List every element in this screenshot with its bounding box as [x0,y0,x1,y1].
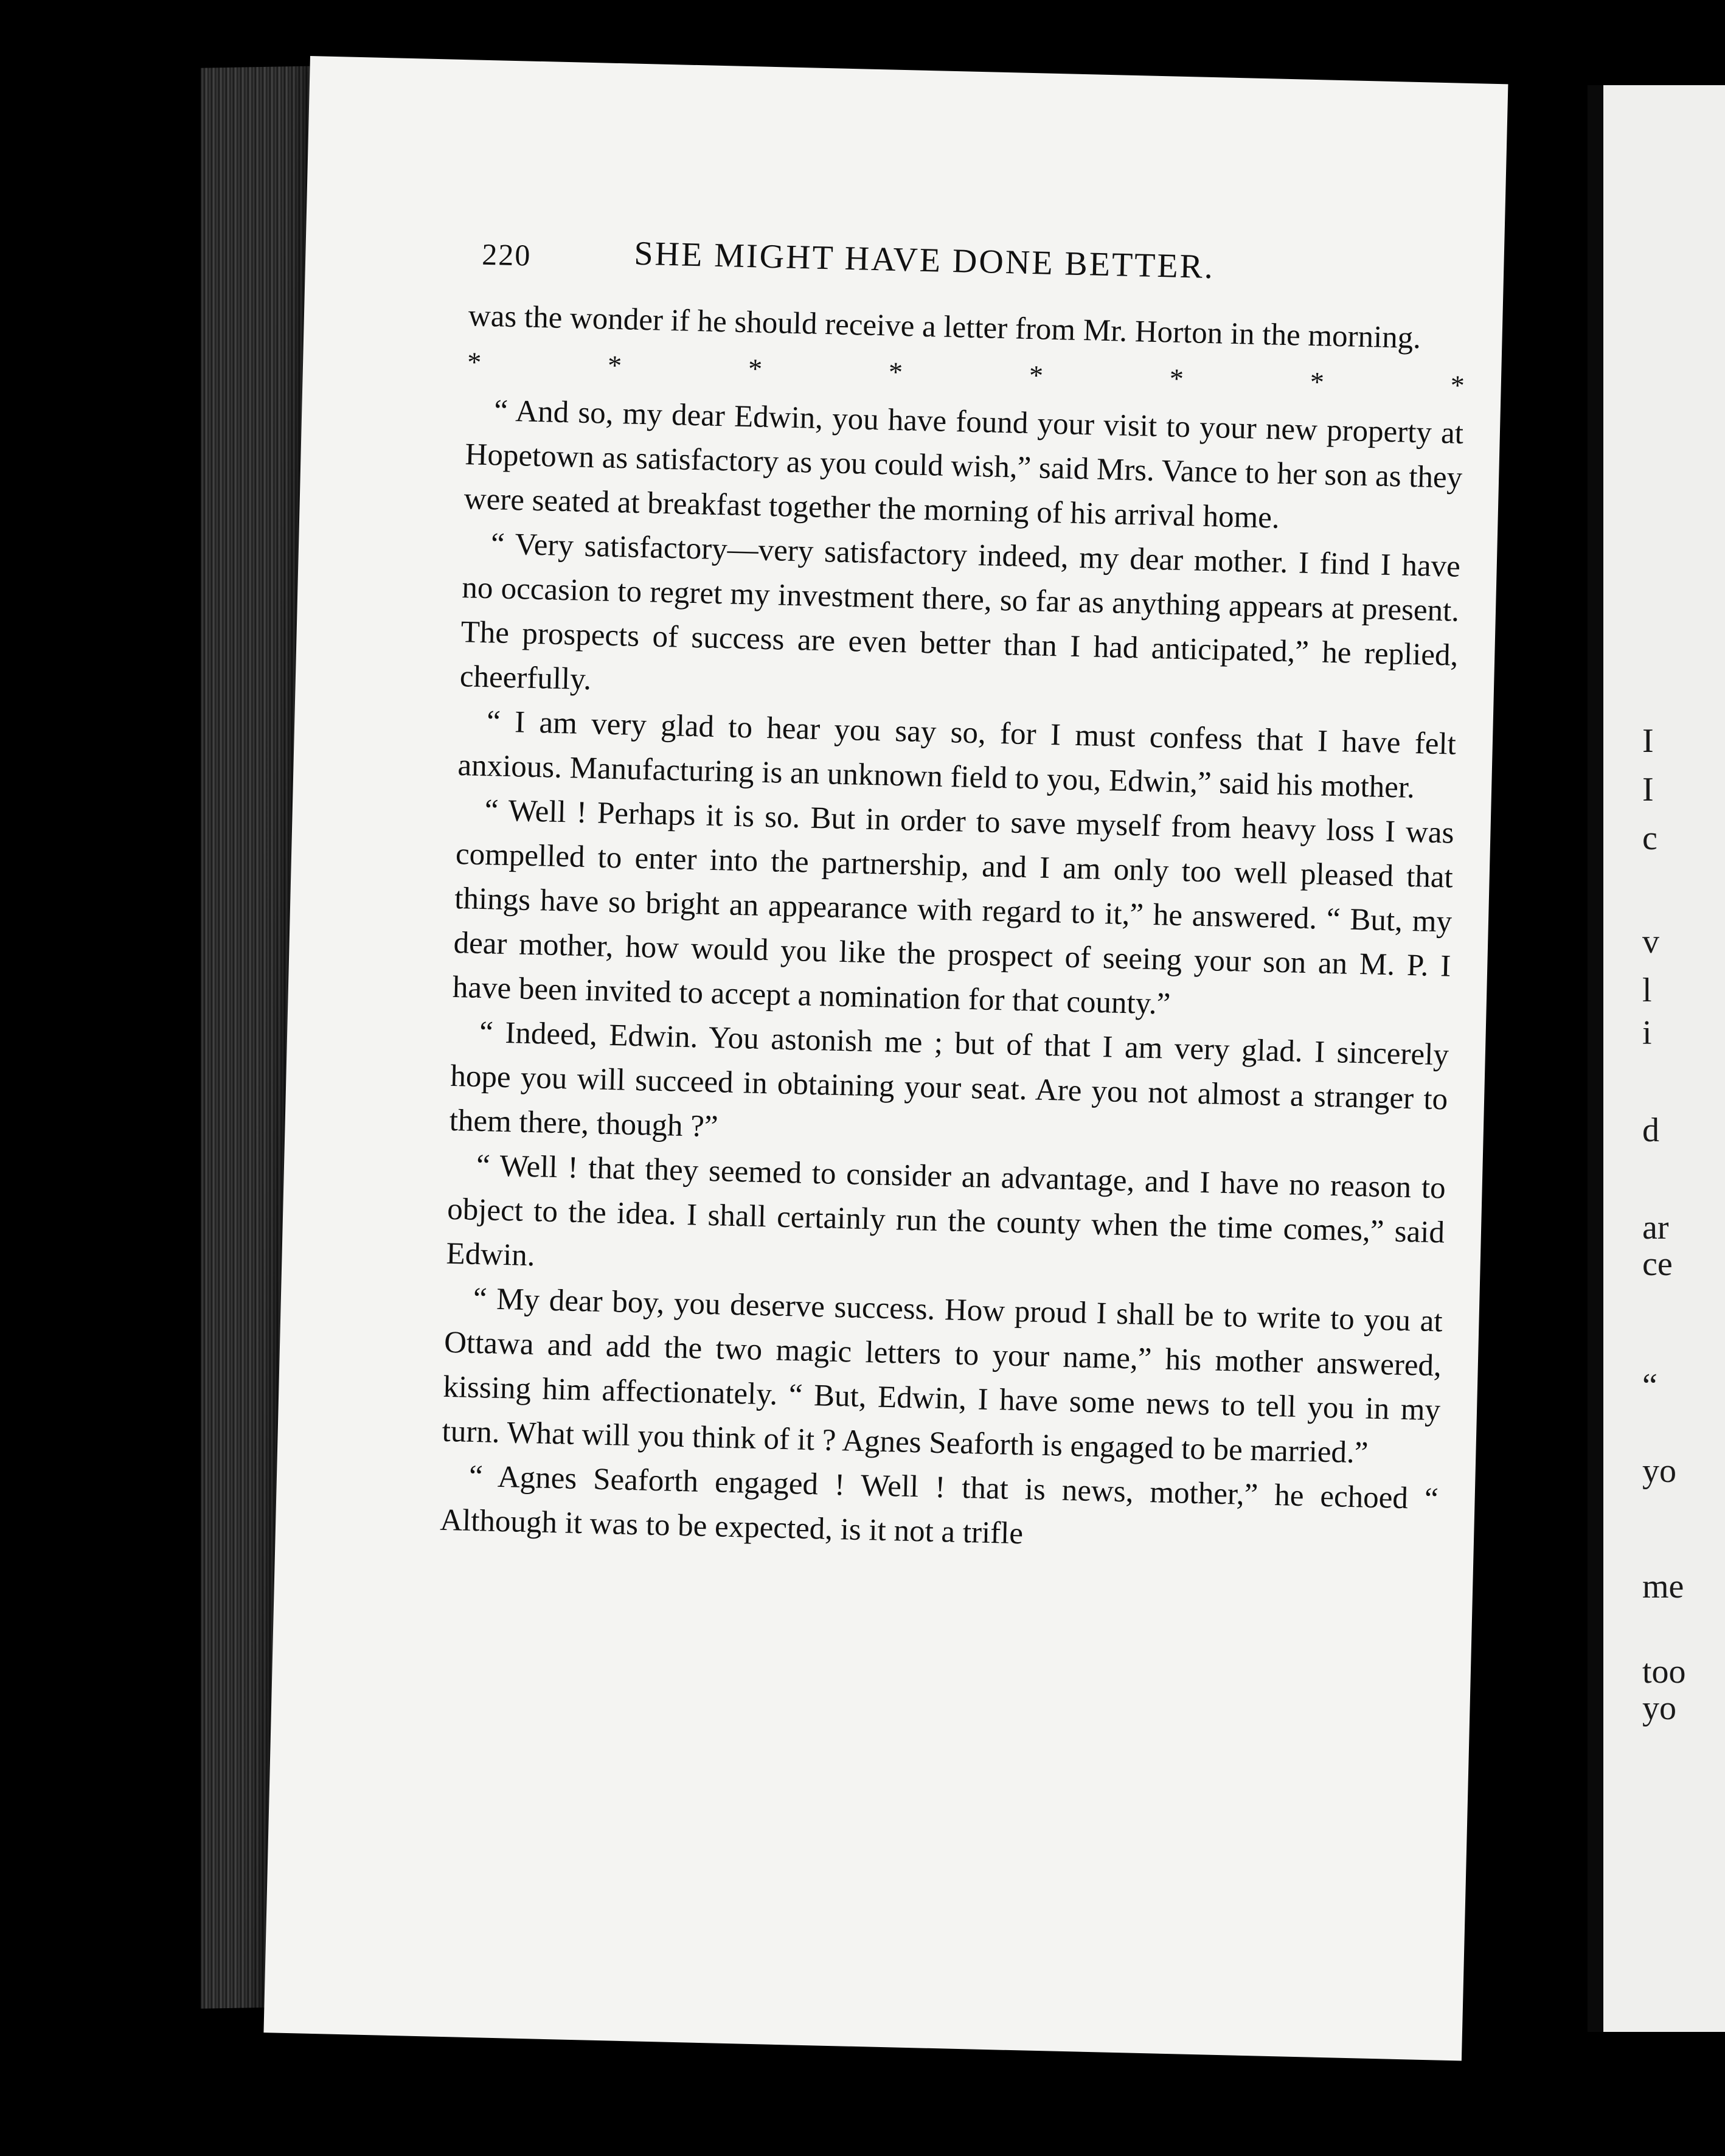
asterisk: * [888,356,903,388]
facing-fragment: v [1642,923,1659,961]
asterisk: * [1169,363,1184,394]
facing-fragment: ar [1642,1209,1669,1247]
facing-fragment: too [1642,1653,1686,1691]
facing-fragment: yo [1642,1689,1676,1727]
page-number: 220 [481,237,532,273]
facing-page [1588,85,1725,2032]
paragraph: “ Agnes Seaforth engaged ! Well ! that is news, mother,” he echoed “ Although it was to be expected, is it not a trifle [439,1459,1439,1551]
running-title: SHE MIGHT HAVE DONE BETTER. [633,234,1215,287]
asterisk: * [467,346,482,378]
paragraph: “ And so, my dear Edwin, you have found your visit to your new property at Hopetown as satisfactory as you could wish,” said Mrs. Vance to her son as they were seated at breakfast together the morning of his arrival home. [463,394,1464,535]
paragraph: “ Well ! Perhaps it is so. But in order to save myself from heavy loss I was compelled to enter into the partnership, and I am only too well pleased that things have so bright an appearance with regard to it,” he answered. “ But, my dear mother, how would you like the prospect of seeing your son an M. P. I have been invited to accept a nomination for that county.” [452,793,1455,1021]
book-page [263,56,1508,2061]
paragraph: “ My dear boy, you deserve success. How proud I shall be to write to you at Ottawa and add the two magic letters to your name,” his mother answered, kissing him affectionately. “ But, Edwin, I have some news to tell you in my turn. What will you think of it ? Agnes Seaforth is engaged to be married.” [442,1281,1443,1470]
body-text [439,294,1466,1566]
facing-fragment: “ [1642,1367,1657,1405]
facing-fragment: i [1642,1014,1652,1052]
paragraph: “ Indeed, Edwin. You astonish me ; but of that I am very glad. I sincerely hope you will succeed in obtaining your seat. Are you not almost a stranger to them there, though ?” [449,1015,1449,1144]
paragraph: was the wonder if he should receive a letter from Mr. Horton in the morning. [468,299,1421,356]
asterisk: * [748,353,763,384]
asterisk: * [607,349,622,381]
asterisk: * [1450,369,1465,401]
page-header [481,231,1339,299]
facing-fragment: I [1642,722,1654,760]
asterisk: * [1310,366,1325,398]
facing-fragment: me [1642,1568,1684,1605]
facing-fragment: ce [1642,1245,1673,1283]
asterisk: * [1029,359,1044,391]
paragraph: “ I am very glad to hear you say so, for I must confess that I have felt anxious. Manufacturing is an unknown field to you, Edwin,” said his mother. [457,704,1457,805]
facing-fragment: yo [1642,1452,1676,1490]
paragraph: “ Well ! that they seemed to consider an advantage, and I have no reason to object to the idea. I shall certainly run the county when the time comes,” said Edwin. [446,1148,1446,1273]
paragraph: “ Very satisfactory—very satisfactory indeed, my dear mother. I find I have no occasion to regret my investment there, so far as anything appears at present. The prospects of success are even better than I had anticipated,” he replied, cheerfully. [459,527,1461,697]
facing-fragment: l [1642,972,1652,1009]
facing-fragment: I [1642,771,1654,809]
facing-fragment: c [1642,819,1657,857]
facing-fragment: d [1642,1111,1659,1149]
